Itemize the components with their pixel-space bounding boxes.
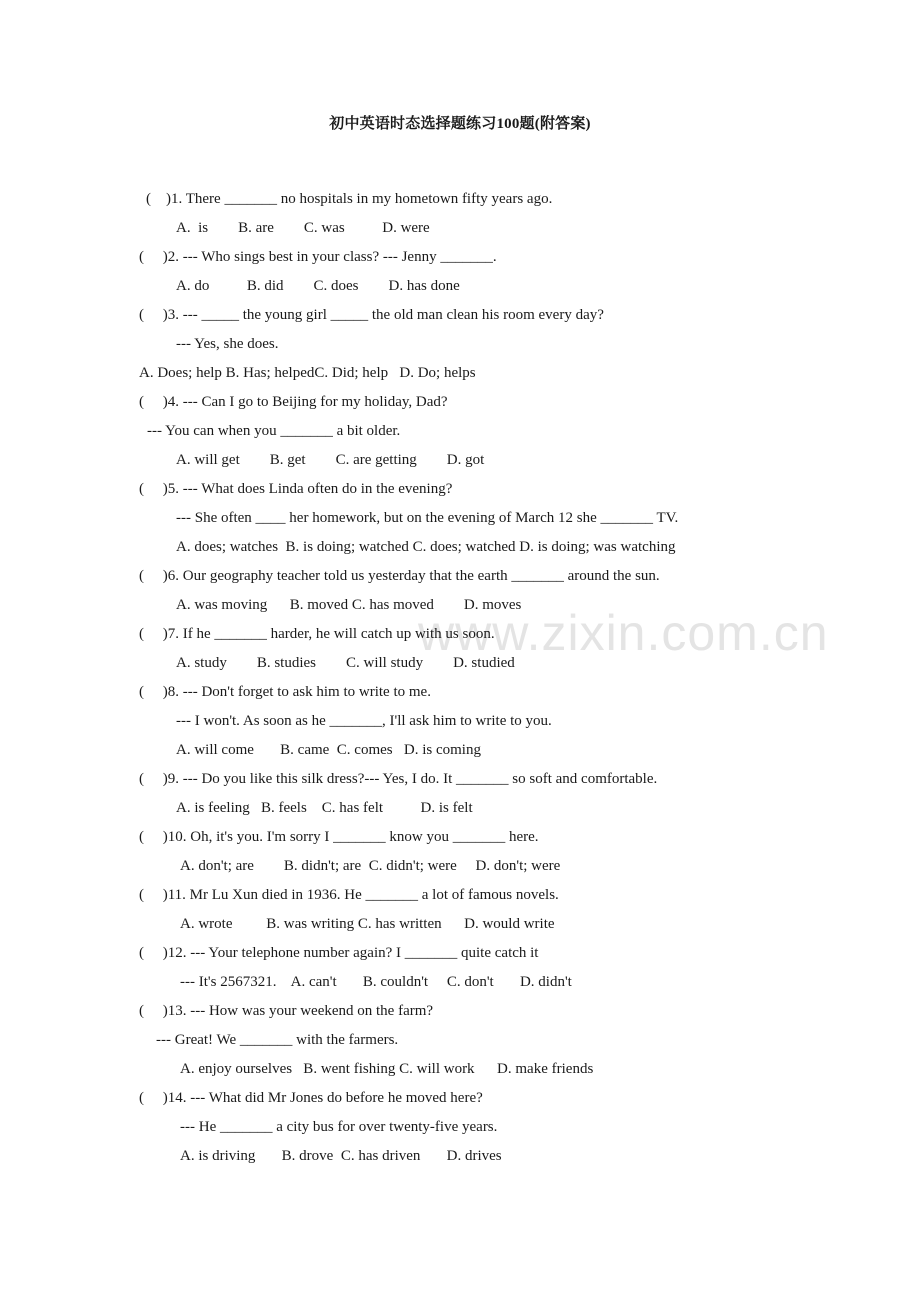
question-6: ( )6. Our geography teacher told us yesterday that the earth _______ around the sun. [139, 568, 660, 584]
question-11: ( )11. Mr Lu Xun died in 1936. He _______ a lot of famous novels. [139, 887, 559, 903]
options-8: A. will come B. came C. comes D. is coming [176, 742, 481, 758]
options-14: A. is driving B. drove C. has driven D. drives [180, 1148, 502, 1164]
options-5: A. does; watches B. is doing; watched C. does; watched D. is doing; was watching [176, 539, 676, 555]
question-12: ( )12. --- Your telephone number again? I _______ quite catch it [139, 945, 539, 961]
dialogue-14: --- He _______ a city bus for over twenty-five years. [180, 1119, 498, 1135]
question-13: ( )13. --- How was your weekend on the farm? [139, 1003, 434, 1019]
options-2: A. do B. did C. does D. has done [176, 278, 460, 294]
question-9: ( )9. --- Do you like this silk dress?--- Yes, I do. It _______ so soft and comfortable. [139, 771, 658, 787]
options-13: A. enjoy ourselves B. went fishing C. will work D. make friends [180, 1061, 594, 1077]
dialogue-13: --- Great! We _______ with the farmers. [156, 1032, 399, 1048]
dialogue-4: --- You can when you _______ a bit older. [147, 423, 401, 439]
options-1: A. is B. are C. was D. were [176, 220, 430, 236]
answer-3: --- Yes, she does. [176, 336, 279, 352]
question-8: ( )8. --- Don't forget to ask him to write to me. [139, 684, 431, 700]
watermark: www.zixin.com.cn [418, 605, 829, 661]
options-6: A. was moving B. moved C. has moved D. moves [176, 597, 522, 613]
options-3: A. Does; help B. Has; helpedC. Did; help D. Do; helps [139, 365, 476, 381]
question-14: ( )14. --- What did Mr Jones do before he moved here? [139, 1090, 483, 1106]
question-1: ( )1. There _______ no hospitals in my hometown fifty years ago. [146, 191, 553, 207]
options-11: A. wrote B. was writing C. has written D. would write [180, 916, 555, 932]
question-5: ( )5. --- What does Linda often do in the evening? [139, 481, 453, 497]
dialogue-8: --- I won't. As soon as he _______, I'll ask him to write to you. [176, 713, 552, 729]
page-title: 初中英语时态选择题练习100题(附答案) [329, 116, 591, 132]
options-4: A. will get B. get C. are getting D. got [176, 452, 485, 468]
options-10: A. don't; are B. didn't; are C. didn't; were D. don't; were [180, 858, 561, 874]
dialogue-5: --- She often ____ her homework, but on the evening of March 12 she _______ TV. [176, 510, 679, 526]
question-3: ( )3. --- _____ the young girl _____ the old man clean his room every day? [139, 307, 604, 323]
question-4: ( )4. --- Can I go to Beijing for my holiday, Dad? [139, 394, 448, 410]
options-9: A. is feeling B. feels C. has felt D. is felt [176, 800, 473, 816]
options-7: A. study B. studies C. will study D. studied [176, 655, 515, 671]
question-10: ( )10. Oh, it's you. I'm sorry I _______ know you _______ here. [139, 829, 539, 845]
question-7: ( )7. If he _______ harder, he will catch up with us soon. [139, 626, 495, 642]
options-12: --- It's 2567321. A. can't B. couldn't C. don't D. didn't [180, 974, 572, 990]
question-2: ( )2. --- Who sings best in your class? --- Jenny _______. [139, 249, 497, 265]
